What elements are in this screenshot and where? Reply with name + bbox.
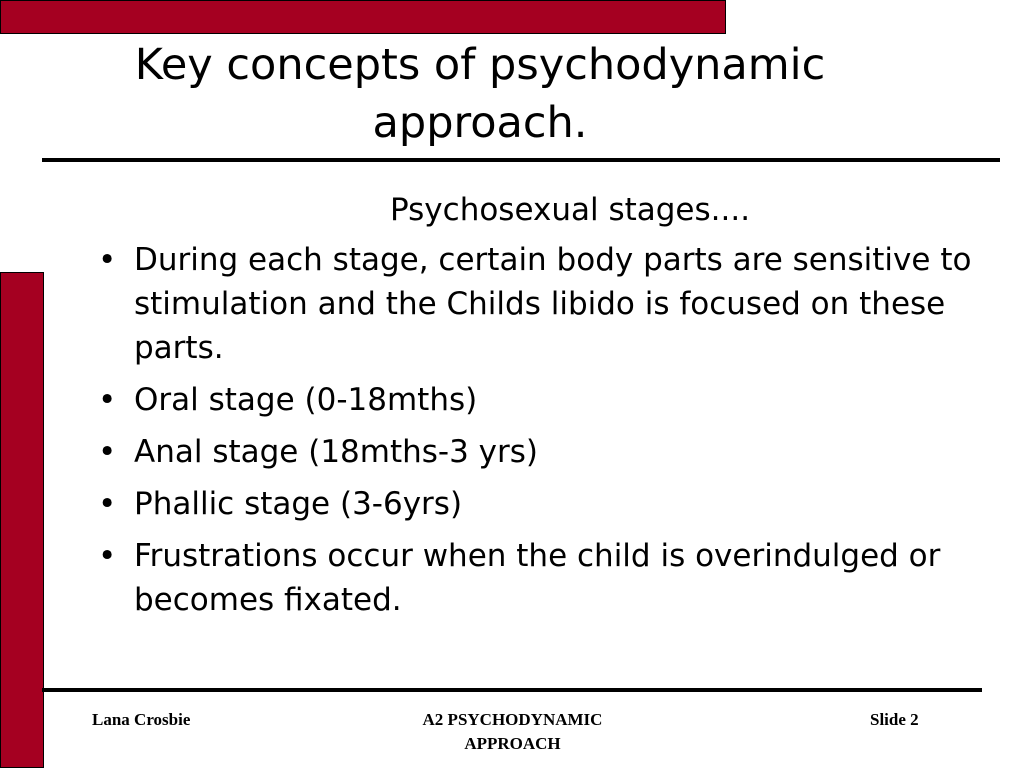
bullet-marker: • xyxy=(98,486,117,522)
bullet-text: Oral stage (0-18mths) xyxy=(134,382,478,418)
footer-author: Lana Crosbie xyxy=(92,710,191,729)
footer-title-line-1: A2 PSYCHODYNAMIC xyxy=(422,710,603,729)
bullet-marker: • xyxy=(98,434,117,470)
bullet-text: During each stage, certain body parts are sensitive to stimulation and the Childs libido is focused on these parts. xyxy=(134,242,972,366)
slide-title xyxy=(60,36,900,152)
bullet-text: Anal stage (18mths-3 yrs) xyxy=(134,434,539,470)
title-line-2: approach. xyxy=(372,98,588,148)
left-accent-bar xyxy=(0,272,44,768)
bullet-marker: • xyxy=(98,538,117,574)
footer-title-line-2: APPROACH xyxy=(464,734,561,753)
bullet-list xyxy=(96,238,976,630)
footer-presentation-title xyxy=(380,708,645,756)
bullet-item xyxy=(96,482,976,526)
bullet-text: Phallic stage (3-6yrs) xyxy=(134,486,463,522)
title-divider xyxy=(42,158,1000,162)
bullet-marker: • xyxy=(98,382,117,418)
top-accent-bar xyxy=(0,0,726,34)
bullet-marker: • xyxy=(98,242,117,278)
subheading: Psychosexual stages.... xyxy=(390,192,751,228)
bullet-item xyxy=(96,534,976,622)
bullet-item xyxy=(96,238,976,370)
footer-divider xyxy=(42,688,982,692)
bullet-item xyxy=(96,430,976,474)
title-line-1: Key concepts of psychodynamic xyxy=(134,40,826,90)
slide-number: Slide 2 xyxy=(870,710,919,729)
bullet-text: Frustrations occur when the child is overindulged or becomes fixated. xyxy=(134,538,941,618)
bullet-item xyxy=(96,378,976,422)
